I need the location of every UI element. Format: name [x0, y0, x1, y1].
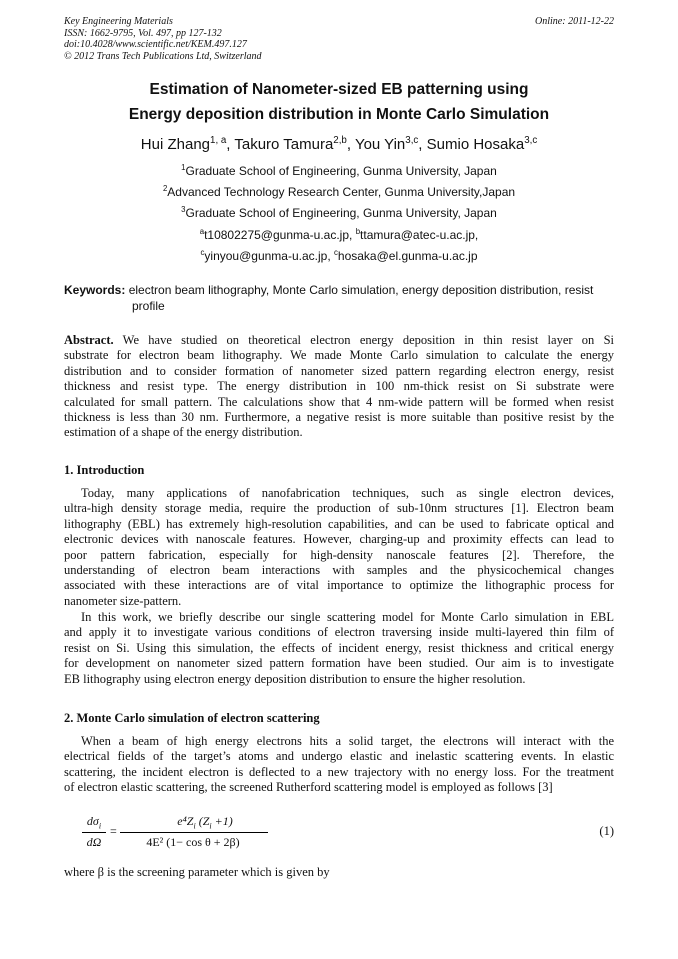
equation-lhs-numerator	[80, 814, 108, 830]
affiliation-sup: 1	[181, 163, 186, 172]
author-name: You Yin	[354, 136, 406, 153]
affiliation-text: Graduate School of Engineering, Gunma University, Japan	[185, 206, 497, 220]
paper-title-line-1: Estimation of Nanometer-sized EB patterning using	[149, 81, 529, 98]
eq-subscript: i	[193, 821, 196, 831]
author-affil-sup: 3,c	[405, 135, 419, 146]
affiliation-text: Graduate School of Engineering, Gunma University, Japan	[185, 164, 497, 178]
body-line: for development on nanometer sized pattern formation have been studied. Our aim is to investigate	[64, 656, 614, 671]
email-address: hosaka@el.gunma-u.ac.jp	[337, 249, 478, 263]
email-address: t10802275@gunma-u.ac.jp,	[204, 228, 356, 242]
body-line: poor pattern fabrication, especially for high-density nanoscale features [2]. Therefore, the	[64, 547, 614, 562]
body-line: of electron elastic scattering, the screened Rutherford scattering model is employed as follows [3]	[64, 780, 553, 795]
eq-term: +1)	[211, 814, 233, 828]
section-heading-introduction: 1. Introduction	[64, 463, 145, 477]
body-line: Today, many applications of nanofabrication techniques, such as single electron devices,	[81, 486, 614, 500]
paper-title-line-2: Energy deposition distribution in Monte Carlo Simulation	[128, 106, 550, 123]
email-sup: b	[355, 227, 361, 236]
abstract-line: substrate for electron beam lithography. We made Monte Carlo simulation to calculate the energy	[64, 348, 614, 363]
body-line: EB lithography using electron energy deposition distribution to ensure the higher resolution.	[64, 671, 526, 686]
body-line: where β is the screening parameter which is given by	[64, 865, 330, 879]
keywords-label: Keywords:	[64, 283, 126, 297]
body-line: understanding of electron beam interactions with samples and the physicochemical changes	[64, 563, 614, 578]
keywords-block	[64, 282, 614, 314]
abstract-paragraph	[64, 333, 614, 441]
author-list: Hui Zhang$^{1, a}$, Takuro Tamura$^{2,b}$, You Yin$^{3,c}$, Sumio Hosaka$^{3,c}$	[140, 135, 538, 153]
abstract-line: calculated for small pattern. The calculations show that 4 nm-wide pattern will be formed when resist	[64, 394, 614, 409]
abstract-line: We have studied on theoretical electron energy deposition in thin resist layer on Si	[113, 333, 614, 347]
affiliation-sup: 3	[181, 205, 186, 214]
keywords-text: electron beam lithography, Monte Carlo simulation, energy deposition distribution, resist	[128, 283, 594, 297]
eq-term: e⁴Z	[177, 814, 194, 828]
section2-paragraph-1	[64, 734, 614, 796]
journal-header	[64, 16, 262, 62]
eq-subscript: i	[98, 821, 102, 831]
abstract-line: distribution and to consider formation of nanometer sized pattern regarding electron energy, resist	[64, 363, 614, 378]
email-address: ttamura@atec-u.ac.jp,	[360, 228, 479, 242]
body-line: electronic devices with nanoscale features. However, charging-up and proximity effects can lead to	[64, 532, 614, 547]
keywords-text-cont: profile	[132, 299, 165, 313]
affiliation-3	[0, 206, 678, 220]
author-affil-sup: 1, a	[210, 135, 227, 146]
equation-lhs-denominator: dΩ	[86, 835, 102, 849]
email-sup: c	[200, 248, 205, 257]
body-line: associated with these interactions are of vital importance to optimize the lithographic process for	[64, 578, 614, 593]
email-line-2	[0, 249, 678, 263]
equation-rhs-denominator: 4E² (1− cos θ + 2β)	[146, 835, 240, 849]
intro-paragraph-2	[64, 610, 614, 687]
equation-number: (1)	[599, 824, 614, 838]
affiliation-1	[0, 164, 678, 178]
affiliation-sup: 2	[162, 184, 168, 193]
eq-term: dσ	[86, 814, 99, 828]
online-date: Online: 2011-12-22	[535, 16, 614, 27]
author-name: Takuro Tamura	[234, 136, 334, 153]
abstract-line: estimation of a shape of the energy distribution.	[64, 425, 303, 440]
eq-term: (Z	[195, 814, 210, 828]
section-heading-monte-carlo: 2. Monte Carlo simulation of electron scattering	[64, 711, 320, 725]
email-sup: c	[334, 248, 338, 257]
affiliation-2	[0, 185, 678, 199]
fraction-bar	[120, 832, 268, 833]
abstract-line: thickness is less than 30 nm. Furthermore, a negative resist is more suitable than positive resist by the	[64, 410, 614, 425]
abstract-line: thickness and resist type. The energy distribution in 100 nm-thick resist on Si substrate were	[64, 379, 614, 394]
author-affil-sup: 3,c	[524, 135, 538, 146]
body-line: When a beam of high energy electrons hits a solid target, the electrons will interact with the	[81, 734, 614, 748]
journal-name: Key Engineering Materials	[64, 16, 173, 27]
body-line: In this work, we briefly describe our single scattering model for Monte Carlo simulation in EBL	[81, 610, 614, 624]
copyright-line: © 2012 Trans Tech Publications Ltd, Switzerland	[64, 50, 262, 62]
email-sup: a	[199, 227, 205, 236]
body-line: scattering, the incident electron is deflected to a new trajectory with no energy loss. For the treatment	[64, 764, 614, 779]
affiliation-text: Advanced Technology Research Center, Gunma University,Japan	[167, 185, 516, 199]
email-line-1	[0, 228, 678, 242]
fraction-bar	[82, 832, 106, 833]
equation-1	[80, 814, 614, 854]
body-line: lithography (EBL) has extremely high-resolution capabilities, and can be used to fabricate optical and	[64, 516, 614, 531]
author-name: Sumio Hosaka	[426, 136, 525, 153]
abstract-label: Abstract.	[64, 333, 114, 347]
body-line: ultra-high density storage media, require the production of sub-10nm structures [1]. Electron beam	[64, 501, 614, 516]
author-name: Hui Zhang	[140, 136, 211, 153]
body-line: resist on Si. Using this simulation, the effects of incident energy, resist thickness and critical energy	[64, 640, 614, 655]
body-line: electrical fields of the target’s atoms and undergo elastic and inelastic scattering events. In elastic	[64, 749, 614, 764]
eq-subscript: i	[209, 821, 212, 831]
body-line: and apply it to investigate various conditions of electron traversing inside multi-layered thin film of	[64, 625, 614, 640]
equation-rhs-numerator	[130, 814, 280, 830]
doi-line: doi:10.4028/www.scientific.net/KEM.497.127	[64, 39, 247, 50]
body-line: nanometer size-pattern.	[64, 593, 182, 608]
post-equation-text	[64, 865, 614, 880]
equals-sign: =	[110, 824, 117, 838]
intro-paragraph-1	[64, 486, 614, 609]
author-affil-sup: 2,b	[333, 135, 347, 146]
issn-line: ISSN: 1662-9795, Vol. 497, pp 127-132	[64, 27, 222, 39]
email-address: yinyou@gunma-u.ac.jp,	[204, 249, 334, 263]
